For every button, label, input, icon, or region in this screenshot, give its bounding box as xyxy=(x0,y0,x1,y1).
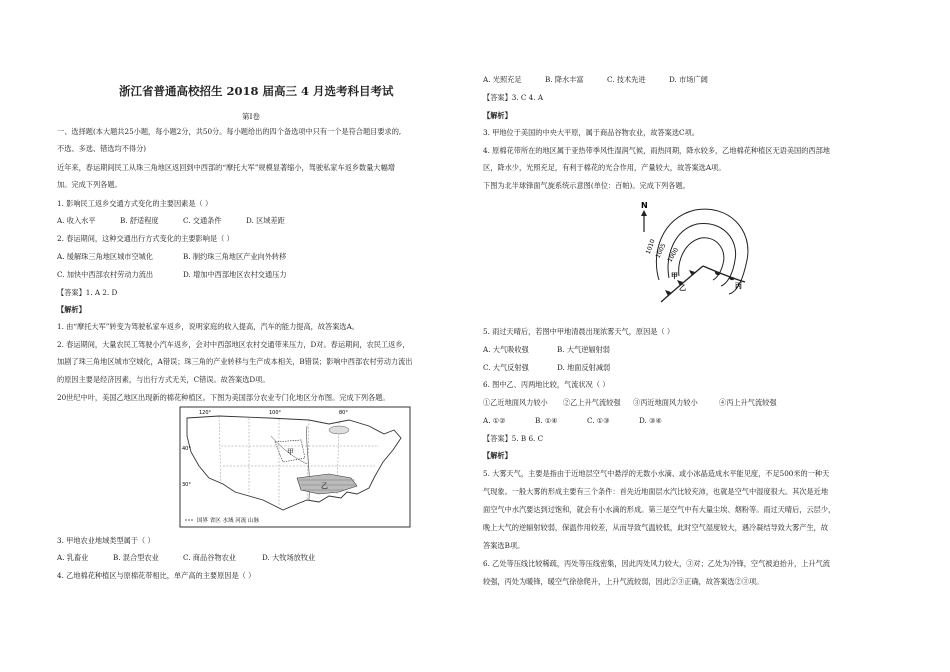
q3-option-b: B. 混合型农业 xyxy=(113,553,159,562)
part-heading: 第Ⅰ卷 xyxy=(242,112,260,121)
explanation-2-line-1: 2. 春运期间，大量农民工驾驶小汽车返乡，会对中西部地区农村交通带来压力，D对。春运期间，农民工返乡， xyxy=(57,340,410,349)
q2-option-d: D. 增加中西部地区农村交通压力 xyxy=(183,270,287,279)
lon-120: 120° xyxy=(199,410,212,416)
q5-option-a: A. 大气吸收强 xyxy=(483,345,529,354)
q5-option-c: C. 大气反射强 xyxy=(483,363,529,372)
q6-option-a: A. ①② xyxy=(483,416,506,425)
explanation-1: 1. 由“摩托大军”转变为驾驶私家车返乡，说明家庭的收入提高，汽车的能力提高，故答案选A。 xyxy=(57,322,359,331)
explanation-6-line-2: 较强，丙处为暖锋，暖空气徐徐爬升，上升气流较弱，因此②③正确，故答案选②③项。 xyxy=(483,577,764,586)
explanation-5-line-1: 5. 大雾天气，主要是指由于近地层空气中悬浮的无数小水滴、或小冰晶造成水平能见度，不足500米的一种天 xyxy=(483,469,830,478)
q4-option-d: D. 市场广阔 xyxy=(669,75,708,84)
q3-option-a: A. 乳畜业 xyxy=(57,553,89,562)
explanation-heading-1: 【解析】 xyxy=(57,305,86,314)
explanation-5-line-5: 答案选B项。 xyxy=(483,541,525,550)
explanation-5-line-4: 晚上大气的逆辐射较弱，保温作用较差，从而导致气温较低，此时空气湿度较大，遇冷凝结导致大雾产生，故 xyxy=(483,523,829,532)
explanation-2-line-2: 加剧了珠三角地区城市空城化，A错误；珠三角的产业转移与生产成本相关，B错误；影响中西部农村劳动力流出 xyxy=(57,357,413,366)
isobar-1005: 1005 xyxy=(654,242,668,260)
frontal-cyclone-diagram xyxy=(621,194,761,314)
lat-30: 30° xyxy=(182,482,191,488)
diagram-label-yi: 乙 xyxy=(679,284,686,292)
question-5: 5. 雨过天晴后，若图中甲地清晨出现浓雾天气，原因是（ ） xyxy=(483,327,675,336)
question-2: 2. 春运期间，这种交通出行方式变化的主要影响是（ ） xyxy=(57,234,234,243)
q6-statement-2: ②乙上升气流较强 xyxy=(563,398,621,407)
explanation-6-line-1: 6. 乙处等压线比较稀疏，丙处等压线密集，因此丙处风力较大，③对；乙处为冷锋，空气被迫抬升，上升气流 xyxy=(483,559,830,568)
passage-1-line-2: 加。完成下列各题。 xyxy=(57,180,122,189)
diagram-label-jia: 甲 xyxy=(671,272,678,280)
q2-option-b: B. 制约珠三角地区产业向外转移 xyxy=(183,252,287,261)
q3-option-c: C. 商品谷物农业 xyxy=(183,553,236,562)
answer-3-4: 【答案】3. C 4. A xyxy=(483,93,544,102)
lat-40: 40° xyxy=(182,446,191,452)
q6-option-b: B. ①④ xyxy=(535,416,558,425)
isobar-1000: 1000 xyxy=(666,246,681,264)
explanation-3: 3. 甲地位于美国的中央大平原，属于商品谷物农业，故答案选C项。 xyxy=(483,128,699,137)
north-label: N xyxy=(641,201,648,210)
us-agriculture-map xyxy=(179,406,411,528)
answer-5-6: 【答案】5. B 6. C xyxy=(483,434,544,443)
instructions-line-2: 不选、多选、错选均不得分) xyxy=(57,144,147,153)
q1-option-b: B. 舒适程度 xyxy=(120,216,159,225)
q6-option-d: D. ③④ xyxy=(639,416,662,425)
map-legend: 国界 省区 水域 河流 山脉 xyxy=(197,518,259,524)
q5-option-b: B. 大气逆辐射弱 xyxy=(557,345,610,354)
answer-1-2: 【答案】1. A 2. D xyxy=(57,288,118,297)
explanation-heading-3: 【解析】 xyxy=(483,451,512,460)
explanation-4-line-1: 4. 原棉花带所在的地区属于亚热带季风性湿润气候，雨热同期，降水较多，乙地棉花种植区无语美国的西部地 xyxy=(483,146,830,155)
explanation-heading-2: 【解析】 xyxy=(483,111,512,120)
q6-statement-1: ①乙近地面风力较小 xyxy=(483,398,548,407)
lon-80: 80° xyxy=(339,410,348,416)
map-label-jia: 甲 xyxy=(287,448,294,456)
q4-option-a: A. 光照充足 xyxy=(483,75,522,84)
q2-option-c: C. 加快中西部农村劳动力流出 xyxy=(57,270,154,279)
q3-option-d: D. 大牧场放牧业 xyxy=(262,553,316,562)
question-1: 1. 影响民工返乡交通方式变化的主要因素是（ ） xyxy=(57,199,213,208)
explanation-4-line-2: 区，降水少，光照充足，有利于棉花的光合作用，产量较大，故答案选A项。 xyxy=(483,163,726,172)
q1-option-a: A. 收入水平 xyxy=(57,216,96,225)
map-label-yi: 乙 xyxy=(321,482,328,490)
passage-1-line-1: 近年来，春运期间民工从珠三角地区返回到中西部的“摩托大军”规模显著缩小，驾驶私家车返乡数量大幅增 xyxy=(57,163,395,172)
q2-option-a: A. 缓解珠三角地区城市空城化 xyxy=(57,252,154,261)
passage-2: 20世纪中叶，美国乙地区出现新的棉花种植区。下图为美国部分农业专门化地区分布图。完成下列各题。 xyxy=(57,393,390,402)
exam-title: 浙江省普通高校招生 2018 届高三 4 月选考科目考试 xyxy=(119,84,394,98)
q1-option-c: C. 交通条件 xyxy=(183,216,222,225)
instructions-line-1: 一、选择题(本大题共25小题，每小题2分，共50分。每小题给出的四个备选项中只有一个是符合题目要求的, xyxy=(57,127,402,136)
lon-100: 100° xyxy=(269,410,282,416)
q6-statement-3: ③丙近地面风力较小 xyxy=(633,398,698,407)
isobar-1010: 1010 xyxy=(644,238,657,256)
q5-option-d: D. 地面反射减弱 xyxy=(557,363,611,372)
explanation-5-line-3: 面空气中水汽要达到过饱和，就会有小水滴的形成。第三是空气中有大量尘埃、烟粉等。雨过天晴后，云层少， xyxy=(483,505,836,514)
q1-option-d: D. 区域差距 xyxy=(246,216,285,225)
question-6: 6. 图中乙、丙两地比较，气流状况（ ） xyxy=(483,380,610,389)
q6-option-c: C. ①③ xyxy=(587,416,610,425)
passage-3: 下图为北半球锋面气旋系统示意图(单位：百帕)。完成下列各题。 xyxy=(483,181,690,190)
q4-option-b: B. 降水丰富 xyxy=(545,75,584,84)
q4-option-c: C. 技术先进 xyxy=(607,75,646,84)
diagram-label-bing: 丙 xyxy=(735,282,742,290)
explanation-5-line-2: 气现象。一般大雾的形成主要有三个条件：首先近地面层水汽比较充沛，也就是空气中湿度很大。其次是近地 xyxy=(483,487,829,496)
question-3: 3. 甲地农业地域类型属于（ ） xyxy=(57,536,155,545)
explanation-2-line-3: 的原因主要是经济因素，与出行方式无关，C错误。故答案选D项。 xyxy=(57,375,270,384)
q6-statement-4: ④丙上升气流较强 xyxy=(719,398,777,407)
question-4: 4. 乙地棉花种植区与原棉花带相比，单产高的主要原因是（ ） xyxy=(57,571,256,580)
